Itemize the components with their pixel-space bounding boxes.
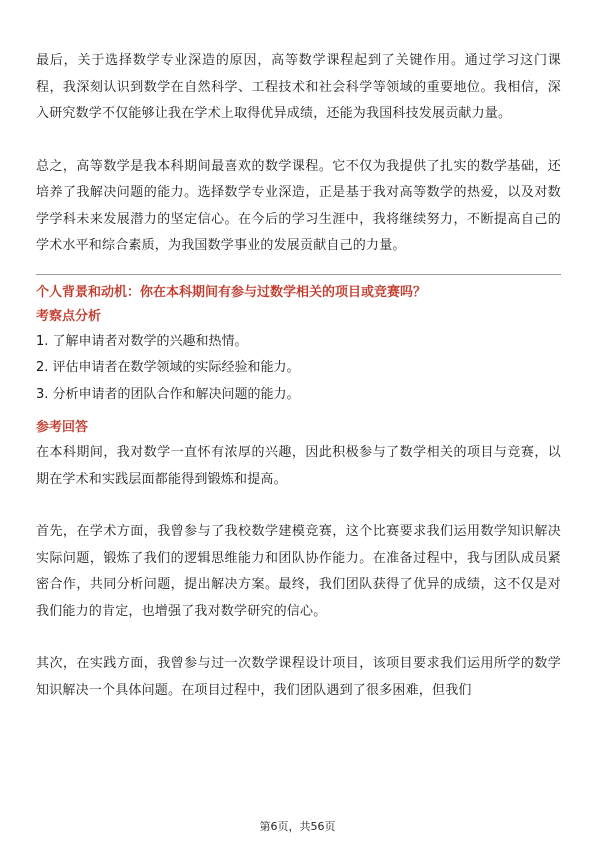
page-number: 第6页，共56页	[259, 820, 336, 833]
answer-title: 参考回答	[36, 420, 89, 435]
answer-paragraph-2: 首先，在学术方面，我曾参与了我校数学建模竞赛，这个比赛要求我们运用数学知识解决实际问题，锻炼了我们的逻辑思维能力和团队协作能力。在准备过程中，我与团队成员紧密合作，共同分析问题，提出解决方案。最终，我们团队获得了优异的成绩，这不仅是对我们能力的肯定，也增强了我对数学研究的信心。	[36, 524, 561, 619]
page-content	[36, 48, 561, 704]
section-divider	[36, 274, 561, 275]
question-heading: 个人背景和动机：你在本科期间有参与过数学相关的项目或竞赛吗？	[36, 284, 427, 300]
answer-paragraph-1: 在本科期间，我对数学一直怀有浓厚的兴趣，因此积极参与了数学相关的项目与竞赛，以期在学术和实践层面都能得到锻炼和提高。	[36, 445, 561, 487]
intro-paragraph-1: 最后，关于选择数学专业深造的原因，高等数学课程起到了关键作用。通过学习这门课程，我深刻认识到数学在自然科学、工程技术和社会科学等领域的重要地位。我相信，深入研究数学不仅能够让我在学术上取得优异成绩，还能为我国科技发展贡献力量。	[36, 53, 561, 121]
analysis-point: 2. 评估申请者在数学领域的实际经验和能力。	[36, 360, 300, 375]
analysis-title: 考察点分析	[36, 308, 102, 324]
intro-paragraph-2: 总之，高等数学是我本科期间最喜欢的数学课程。它不仅为我提供了扎实的数学基础，还培养了我解决问题的能力。选择数学专业深造，正是基于我对高等数学的热爱，以及对数学学科未来发展潜力的坚定信心。在今后的学习生涯中，我将继续努力，不断提高自己的学术水平和综合素质，为我国数学事业的发展贡献自己的力量。	[36, 158, 561, 253]
analysis-list	[36, 329, 561, 409]
analysis-point: 3. 分析申请者的团队合作和解决问题的能力。	[36, 386, 300, 402]
answer-paragraph-3: 其次，在实践方面，我曾参与过一次数学课程设计项目，该项目要求我们运用所学的数学知识解决一个具体问题。在项目过程中，我们团队遇到了很多困难，但我们	[36, 656, 561, 698]
analysis-point: 1. 了解申请者对数学的兴趣和热情。	[36, 333, 248, 349]
